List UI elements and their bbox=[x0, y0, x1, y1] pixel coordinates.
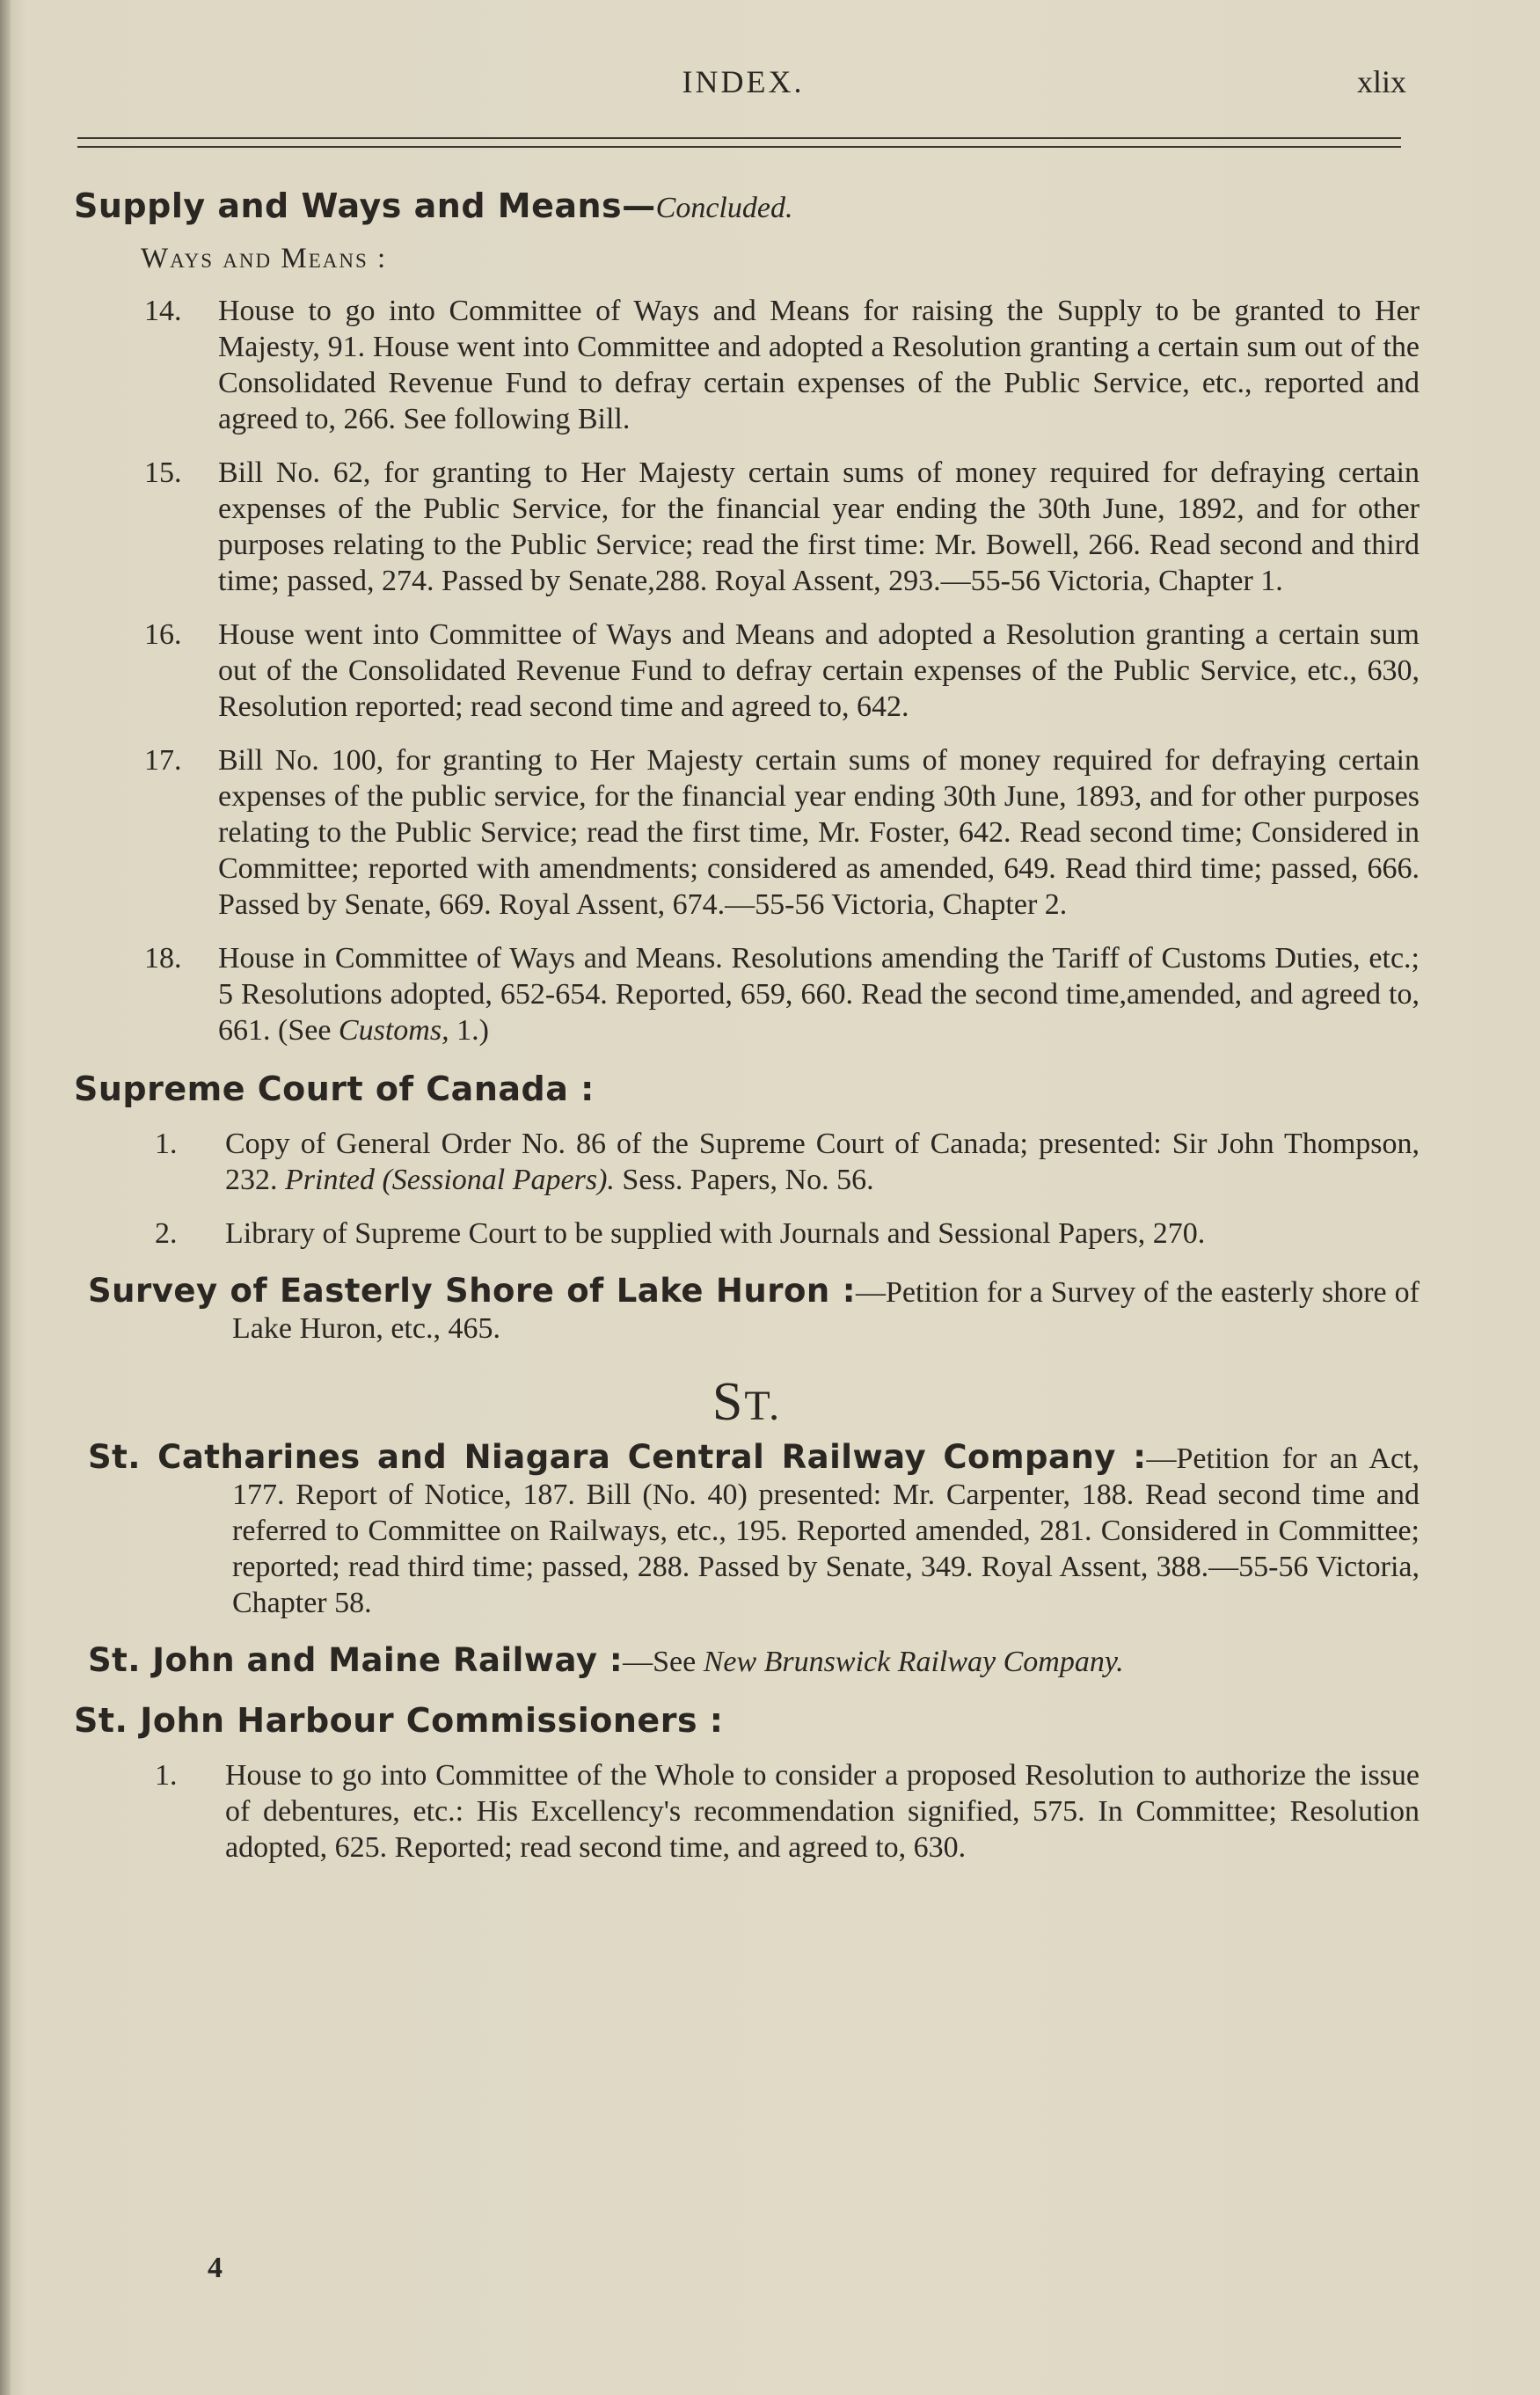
entry-st-catharines bbox=[74, 1439, 1420, 1621]
list-item bbox=[74, 455, 1420, 599]
entry-number: 17. bbox=[144, 744, 182, 777]
entry-italic: Printed (Sessional Papers). bbox=[285, 1164, 615, 1196]
entry-text: —Petition for an Act, 177. Report of Notice, 187. Bill (No. 40) presented: Mr. Carpenter, 188. Read second time and referred to Committee on Railways, etc., 195. Reported amended, 281. Considered in Committee; reported; read third time; passed, 288. Passed by Senate, 349. Royal Assent, 388.—55-56 Victoria, Chapter 58. bbox=[232, 1442, 1420, 1619]
section-letter bbox=[74, 1371, 1420, 1434]
entry-text: —Petition for a Survey of the easterly shore of Lake Huron, etc., 465. bbox=[232, 1276, 1420, 1345]
running-head: INDEX. bbox=[682, 64, 805, 99]
heading-supreme-court bbox=[74, 1070, 1420, 1108]
header-rule bbox=[77, 137, 1401, 139]
entry-text: —See bbox=[623, 1646, 697, 1678]
entry-text: House to go into Committee of the Whole to consider a proposed Resolution to authorize the issue of debentures, etc.: His Excellency's recommendation signified, 575. In Committee; Resolution adopted, 625. Reported; read second time, and agreed to, 630. bbox=[225, 1759, 1420, 1864]
heading-title: Supply and Ways and Means— bbox=[74, 186, 656, 225]
page-number: xlix bbox=[1356, 64, 1406, 99]
heading-title: Survey of Easterly Shore of Lake Huron : bbox=[88, 1272, 857, 1310]
list-item bbox=[74, 742, 1420, 923]
header-rule bbox=[77, 146, 1401, 148]
entry-number: 1. bbox=[155, 1759, 178, 1792]
binding-gutter bbox=[0, 0, 11, 2395]
index-content bbox=[74, 186, 1420, 1866]
list-item bbox=[74, 617, 1420, 725]
entry-number: 16. bbox=[144, 618, 182, 651]
list-item bbox=[74, 293, 1420, 437]
entry-italic: New Brunswick Railway Company. bbox=[703, 1646, 1124, 1678]
entry-number: 15. bbox=[144, 456, 182, 489]
harbour-entry-list bbox=[74, 1757, 1420, 1866]
heading-title: St. John and Maine Railway : bbox=[88, 1641, 624, 1679]
entry-number: 14. bbox=[144, 295, 182, 327]
entry-italic-ref: Customs, bbox=[338, 1014, 449, 1047]
heading-suffix: Concluded. bbox=[655, 192, 793, 224]
section-letter-small: T. bbox=[744, 1383, 782, 1429]
list-item bbox=[74, 940, 1420, 1048]
list-item bbox=[74, 1757, 1420, 1866]
entry-text: House went into Committee of Ways and Means and adopted a Resolution granting a certain sum out of the Consolidated Revenue Fund to defray certain expenses of the Public Service, etc., 630, Resolution reported; read second time and agreed to, 642. bbox=[218, 618, 1420, 723]
entry-tail: Sess. Papers, No. 56. bbox=[622, 1164, 874, 1196]
entry-survey-lake-huron bbox=[74, 1273, 1420, 1347]
section-letter-big: S bbox=[712, 1372, 745, 1432]
list-item bbox=[74, 1126, 1420, 1198]
entry-text: Bill No. 62, for granting to Her Majesty certain sums of money required for defraying certain expenses of the Public Service, for the financial year ending the 30th June, 1892, and for other purposes relating to the Public Service; read the first time: Mr. Bowell, 266. Read second and third time; passed, 274. Passed by Senate,288. Royal Assent, 293.—55-56 Victoria, Chapter 1. bbox=[218, 456, 1420, 597]
signature-mark: 4 bbox=[208, 2252, 223, 2284]
entry-text: House in Committee of Ways and Means. Resolutions amending the Tariff of Customs Duties, etc.; 5 Resolutions adopted, 652-654. Reported, 659, 660. Read the second time,amended, and agreed to, 661. (See bbox=[218, 942, 1420, 1047]
entry-number: 1. bbox=[155, 1128, 178, 1160]
entry-number: 18. bbox=[144, 942, 182, 975]
heading-supply bbox=[74, 186, 1420, 225]
heading-st-john-harbour bbox=[74, 1701, 1420, 1740]
entry-text: Bill No. 100, for granting to Her Majesty certain sums of money required for defraying certain expenses of the public service, for the financial year ending 30th June, 1893, and for other purposes relating to the Public Service; read the first time, Mr. Foster, 642. Read second time; Considered in Committee; reported with amendments; considered as amended, 649. Read third time; passed, 666. Passed by Senate, 669. Royal Assent, 674.—55-56 Victoria, Chapter 2. bbox=[218, 744, 1420, 921]
supply-entry-list bbox=[74, 293, 1420, 1048]
heading-title: St. Catharines and Niagara Central Railway Company : bbox=[88, 1438, 1147, 1476]
entry-text: House to go into Committee of Ways and Means for raising the Supply to be granted to Her Majesty, 91. House went into Committee and adopted a Resolution granting a certain sum out of the Consolidated Revenue Fund to defray certain expenses of the Public Service, etc., reported and agreed to, 266. See following Bill. bbox=[218, 295, 1420, 435]
entry-st-john-maine bbox=[74, 1642, 1420, 1680]
supreme-entry-list bbox=[74, 1126, 1420, 1252]
heading-title: St. John Harbour Commissioners : bbox=[74, 1701, 724, 1740]
subheading-ways-and-means: Ways and Means : bbox=[141, 243, 388, 274]
entry-tail: 1.) bbox=[456, 1014, 489, 1047]
entry-text: Library of Supreme Court to be supplied with Journals and Sessional Papers, 270. bbox=[225, 1217, 1206, 1250]
entry-number: 2. bbox=[155, 1217, 178, 1250]
heading-title: Supreme Court of Canada : bbox=[74, 1070, 595, 1108]
list-item bbox=[74, 1216, 1420, 1252]
entry-text: Copy of General Order No. 86 of the Supreme Court of Canada; presented: Sir John Thompson, 232. bbox=[225, 1128, 1420, 1196]
